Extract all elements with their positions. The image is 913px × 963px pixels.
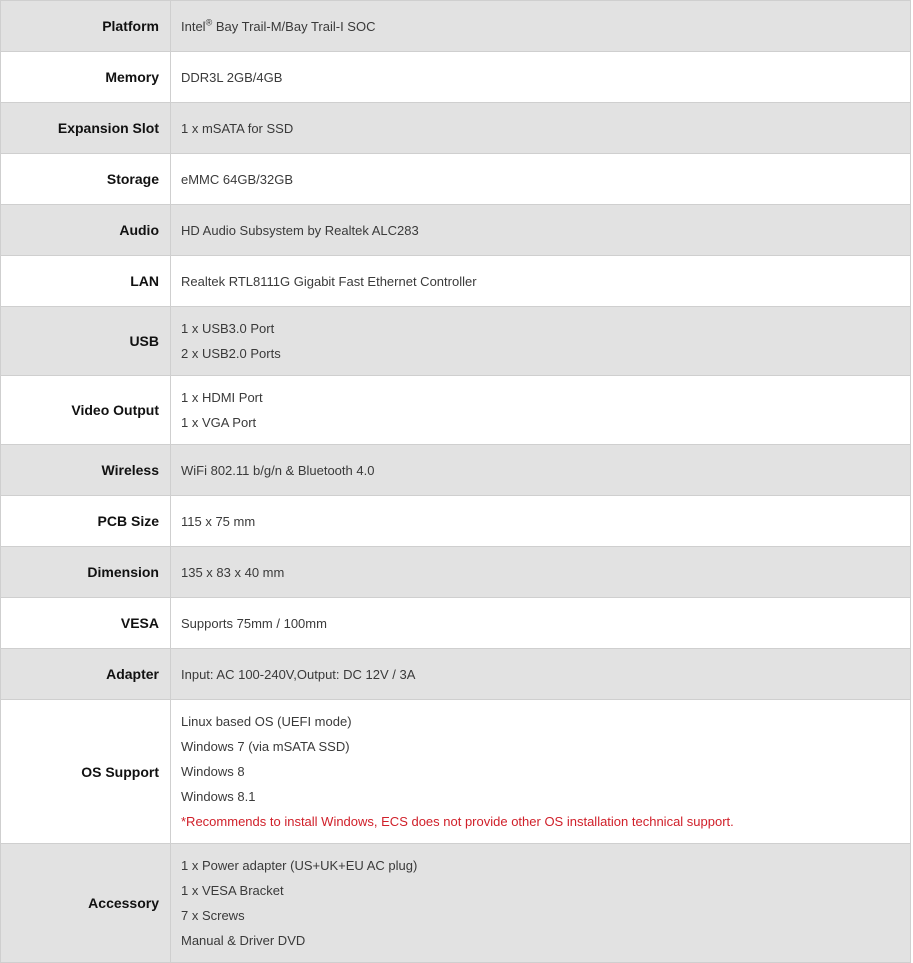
spec-label: OS Support: [1, 700, 171, 844]
spec-value-line: Input: AC 100-240V,Output: DC 12V / 3A: [181, 666, 416, 682]
spec-row-video-output: [1, 376, 911, 445]
spec-value: [171, 52, 911, 103]
spec-value: [171, 1, 911, 52]
spec-row-pcb-size: [1, 496, 911, 547]
spec-value-line: Manual & Driver DVD: [181, 933, 306, 948]
spec-value: [171, 496, 911, 547]
spec-label: Dimension: [1, 547, 171, 598]
spec-value: [171, 547, 911, 598]
spec-value-line: HD Audio Subsystem by Realtek ALC283: [181, 222, 419, 238]
spec-value-line: 1 x Power adapter (US+UK+EU AC plug): [181, 858, 418, 873]
spec-label: Wireless: [1, 445, 171, 496]
spec-value: [171, 844, 911, 963]
spec-value-line: WiFi 802.11 b/g/n & Bluetooth 4.0: [181, 462, 375, 478]
spec-row-vesa: [1, 598, 911, 649]
spec-row-lan: [1, 256, 911, 307]
spec-value-line: Intel® Bay Trail-M/Bay Trail-I SOC: [181, 17, 376, 34]
spec-row-dimension: [1, 547, 911, 598]
spec-value: [171, 445, 911, 496]
spec-row-memory: [1, 52, 911, 103]
spec-value-line: 1 x mSATA for SSD: [181, 120, 294, 136]
spec-value: [171, 307, 911, 376]
spec-value-line: eMMC 64GB/32GB: [181, 171, 293, 187]
spec-label: PCB Size: [1, 496, 171, 547]
spec-value: [171, 598, 911, 649]
spec-value: [171, 700, 911, 844]
spec-value-line: Linux based OS (UEFI mode): [181, 714, 352, 729]
spec-label: Platform: [1, 1, 171, 52]
spec-label: Memory: [1, 52, 171, 103]
spec-row-os-support: [1, 700, 911, 844]
spec-value-line: 1 x HDMI Port: [181, 390, 263, 405]
spec-value: [171, 649, 911, 700]
spec-value: [171, 256, 911, 307]
spec-label: Accessory: [1, 844, 171, 963]
registered-mark: ®: [205, 17, 213, 28]
spec-row-accessory: [1, 844, 911, 963]
spec-value-line: Windows 7 (via mSATA SSD): [181, 739, 350, 754]
spec-value-line: Realtek RTL8111G Gigabit Fast Ethernet Controller: [181, 273, 477, 289]
spec-row-adapter: [1, 649, 911, 700]
spec-value-line: Windows 8: [181, 764, 245, 779]
spec-label: Adapter: [1, 649, 171, 700]
spec-value-line: 1 x VGA Port: [181, 415, 257, 430]
spec-value: [171, 205, 911, 256]
spec-value: [171, 103, 911, 154]
spec-value: [171, 376, 911, 445]
spec-value-line: 135 x 83 x 40 mm: [181, 564, 285, 580]
spec-row-usb: [1, 307, 911, 376]
spec-row-platform: [1, 1, 911, 52]
spec-row-storage: [1, 154, 911, 205]
spec-value-line: 7 x Screws: [181, 908, 245, 923]
spec-label: Video Output: [1, 376, 171, 445]
spec-value-line: 115 x 75 mm: [181, 513, 256, 529]
spec-row-audio: [1, 205, 911, 256]
spec-label: USB: [1, 307, 171, 376]
spec-row-expansion-slot: [1, 103, 911, 154]
spec-value-line: DDR3L 2GB/4GB: [181, 69, 283, 85]
spec-row-wireless: [1, 445, 911, 496]
spec-value-line: Supports 75mm / 100mm: [181, 615, 327, 631]
os-support-note: *Recommends to install Windows, ECS does not provide other OS installation technical support.: [181, 814, 734, 829]
spec-value: [171, 154, 911, 205]
spec-label: Storage: [1, 154, 171, 205]
spec-label: Expansion Slot: [1, 103, 171, 154]
spec-label: LAN: [1, 256, 171, 307]
spec-label: Audio: [1, 205, 171, 256]
spec-value-line: 1 x VESA Bracket: [181, 883, 284, 898]
spec-value-line: 1 x USB3.0 Port: [181, 321, 275, 336]
spec-value-line: 2 x USB2.0 Ports: [181, 346, 281, 361]
spec-label: VESA: [1, 598, 171, 649]
spec-value-line: Windows 8.1: [181, 789, 256, 804]
